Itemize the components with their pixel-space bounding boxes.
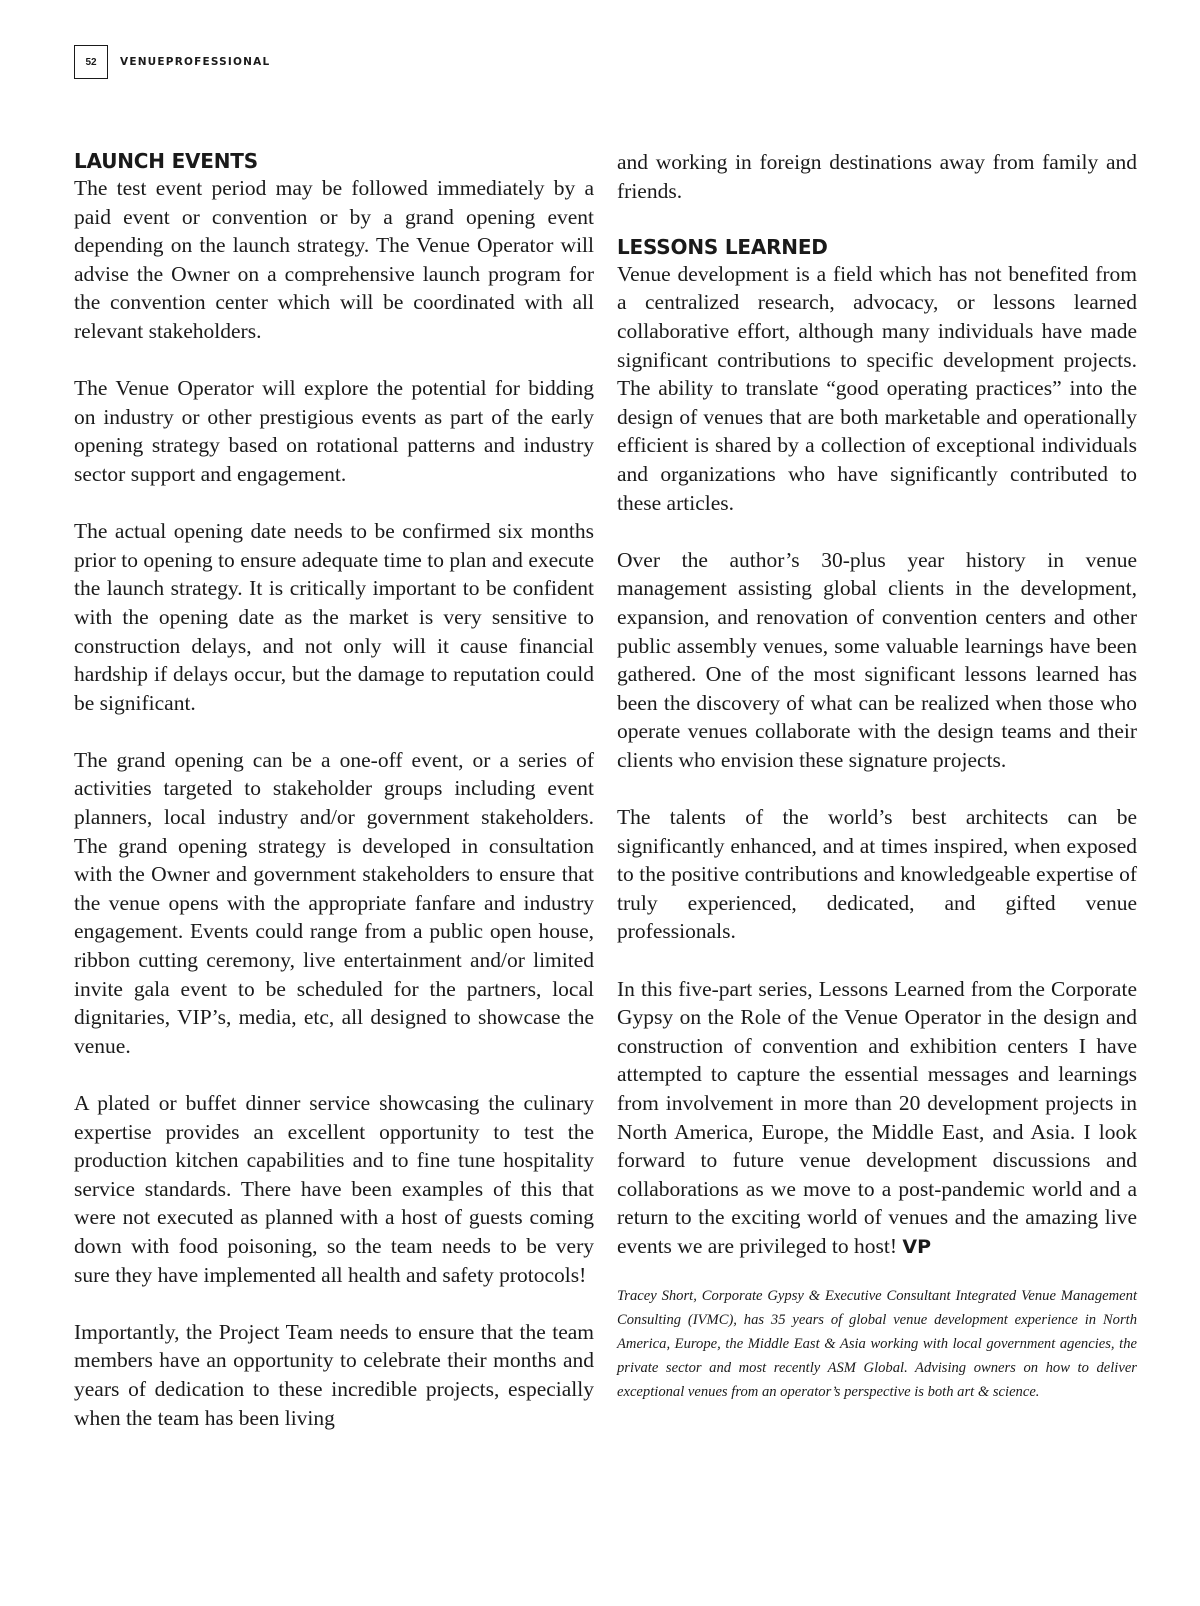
body-paragraph: The talents of the world’s best architects can be significantly enhanced, and at times inspired, when exposed to the positive contributions and knowledgeable expertise of truly experienced, dedicated, and gifted venue professionals. <box>617 805 1137 944</box>
final-paragraph <box>617 975 1137 1262</box>
author-bio: Tracey Short, Corporate Gypsy & Executive Consultant Integrated Venue Management Consulting (IVMC), has 35 years of global venue development experience in North America, Europe, the Middle East & Asia working with local government agencies, the private sector and most recently ASM Global. Advising owners on how to deliver exceptional venues from an operator’s perspective is both art & science. <box>617 1287 1137 1400</box>
section-heading-launch-events: LAUNCH EVENTS <box>74 149 258 173</box>
continued-paragraph: and working in foreign destinations away from family and friends. <box>617 150 1137 203</box>
right-column <box>617 148 1137 1404</box>
final-paragraph-text: In this five-part series, Lessons Learned from the Corporate Gypsy on the Role of the Venue Operator in the design and construction of convention and exhibition centers I have attempted to capture the essential messages and learnings from involvement in more than 20 development projects in North America, Europe, the Middle East, and Asia. I look forward to future venue development discussions and collaborations as we move to a post-pandemic world and a return to the exciting world of venues and the amazing live events we are privileged to host! <box>617 976 1137 1258</box>
left-column <box>74 148 594 1461</box>
body-paragraph: Importantly, the Project Team needs to ensure that the team members have an opportunity to celebrate their months and years of dedication to these incredible projects, especially when the team has been living <box>74 1319 594 1430</box>
publication-name <box>120 56 270 68</box>
body-paragraph: The actual opening date needs to be confirmed six months prior to opening to ensure adequate time to plan and execute the launch strategy. It is critically important to be confident with the opening date as the market is very sensitive to construction delays, and not only will it cause financial hardship if delays occur, but the damage to reputation could be significant. <box>74 519 594 715</box>
publication-name-rest: PROFESSIONAL <box>165 56 271 68</box>
page-header <box>74 44 270 80</box>
body-paragraph: Venue development is a field which has not benefited from a centralized research, advocacy, or lessons learned collaborative effort, although many individuals have made significant contributions to specific development projects. The ability to translate “good operating practices” into the design of venues that are both marketable and operationally efficient is shared by a collection of exceptional individuals and organizations who have significantly contributed to these articles. <box>617 261 1137 515</box>
body-paragraph: A plated or buffet dinner service showcasing the culinary expertise provides an excellent opportunity to test the production kitchen capabilities and to fine tune hospitality service standards. There have been examples of this that were not executed as planned with a host of guests coming down with food poisoning, so the team needs to be very sure they have implemented all health and safety protocols! <box>74 1091 594 1287</box>
body-paragraph: The Venue Operator will explore the potential for bidding on industry or other prestigious events as part of the early opening strategy based on rotational patterns and industry sector support and engagement. <box>74 376 594 486</box>
end-mark: VP <box>902 1235 932 1258</box>
body-paragraph: The grand opening can be a one-off event, or a series of activities targeted to stakeholder groups including event planners, local industry and/or government stakeholders. The grand opening strategy is developed in consultation with the Owner and government stakeholders to ensure that the venue opens with the appropriate fanfare and industry engagement. Events could range from a public open house, ribbon cutting ceremony, live entertainment and/or limited invite gala event to be scheduled for the partners, local dignitaries, VIP’s, media, etc, all designed to showcase the venue. <box>74 747 594 1058</box>
page-number: 52 <box>74 45 108 79</box>
body-paragraph: Over the author’s 30-plus year history in venue management assisting global clients in the development, expansion, and renovation of convention centers and other public assembly venues, some valuable learnings have been gathered. One of the most significant lessons learned has been the discovery of what can be realized when those who operate venues collaborate with the design teams and their clients who envision these signature projects. <box>617 547 1137 772</box>
body-paragraph: The test event period may be followed immediately by a paid event or convention or by a grand opening event depending on the launch strategy. The Venue Operator will advise the Owner on a comprehensive launch program for the convention center which will be coordinated with all relevant stakeholders. <box>74 176 594 343</box>
section-heading-lessons-learned: LESSONS LEARNED <box>617 234 828 259</box>
publication-name-bold: VENUE <box>120 56 166 68</box>
